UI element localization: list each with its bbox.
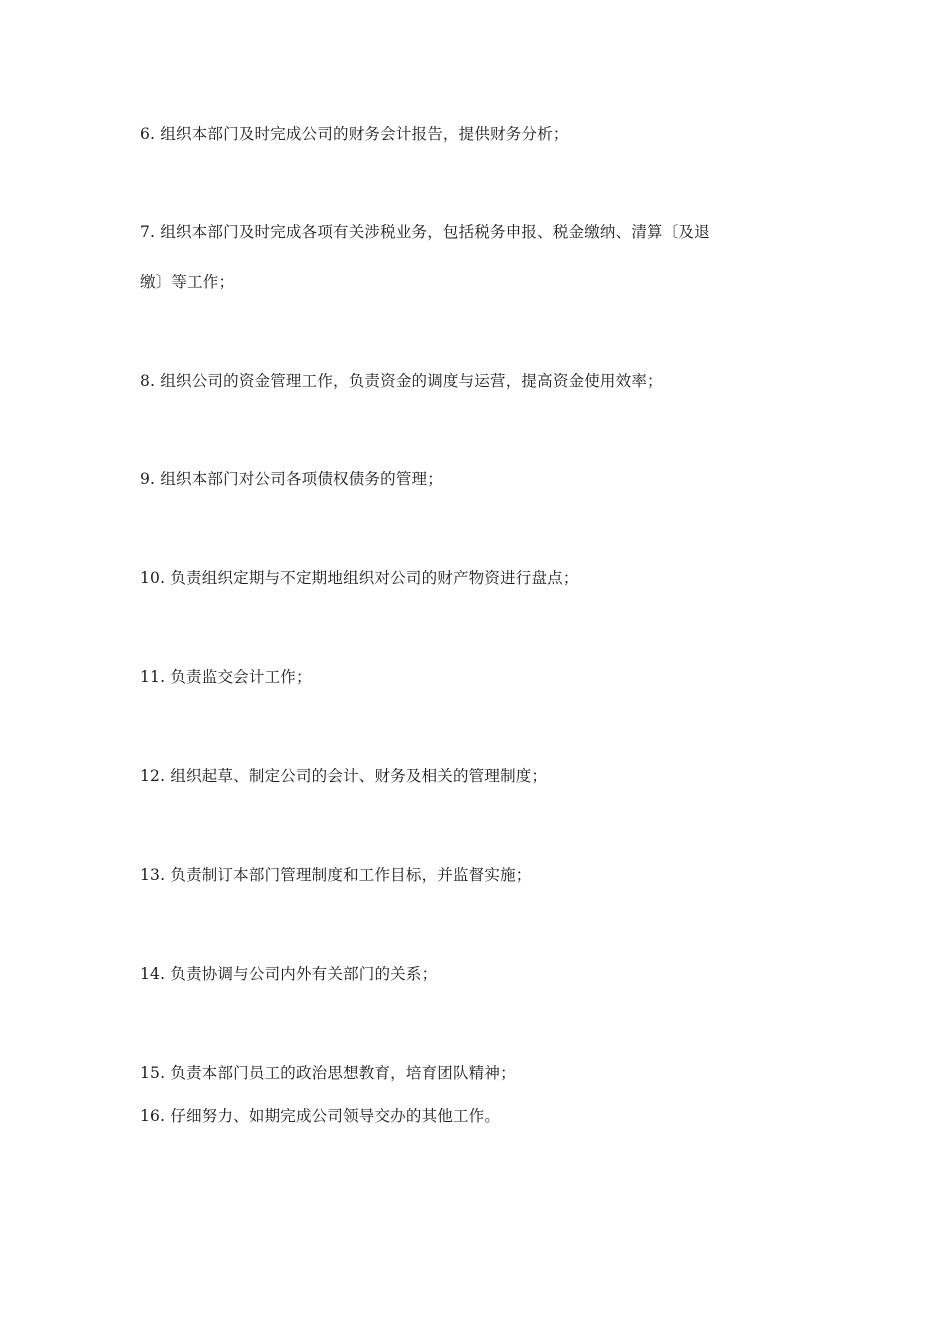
list-item: 13. 负责制订本部门管理制度和工作目标，并监督实施； bbox=[140, 866, 532, 884]
list-item: 8. 组织公司的资金管理工作，负责资金的调度与运营，提高资金使用效率； bbox=[140, 372, 663, 390]
list-item: 14. 负责协调与公司内外有关部门的关系； bbox=[140, 965, 438, 983]
list-item: 9. 组织本部门对公司各项债权债务的管理； bbox=[140, 470, 443, 488]
list-item: 15. 负责本部门员工的政治思想教育，培育团队精神； bbox=[140, 1064, 516, 1082]
list-item: 6. 组织本部门及时完成公司的财务会计报告，提供财务分析； bbox=[140, 125, 569, 143]
list-item: 7. 组织本部门及时完成各项有关涉税业务，包括税务申报、税金缴纳、清算〔及退 bbox=[140, 223, 710, 241]
list-item: 11. 负责监交会计工作； bbox=[140, 668, 312, 686]
list-item-continuation: 缴〕等工作； bbox=[140, 273, 235, 291]
list-item: 10. 负责组织定期与不定期地组织对公司的财产物资进行盘点； bbox=[140, 569, 579, 587]
list-item: 12. 组织起草、制定公司的会计、财务及相关的管理制度； bbox=[140, 767, 548, 785]
list-item: 16. 仔细努力、如期完成公司领导交办的其他工作。 bbox=[140, 1107, 501, 1125]
